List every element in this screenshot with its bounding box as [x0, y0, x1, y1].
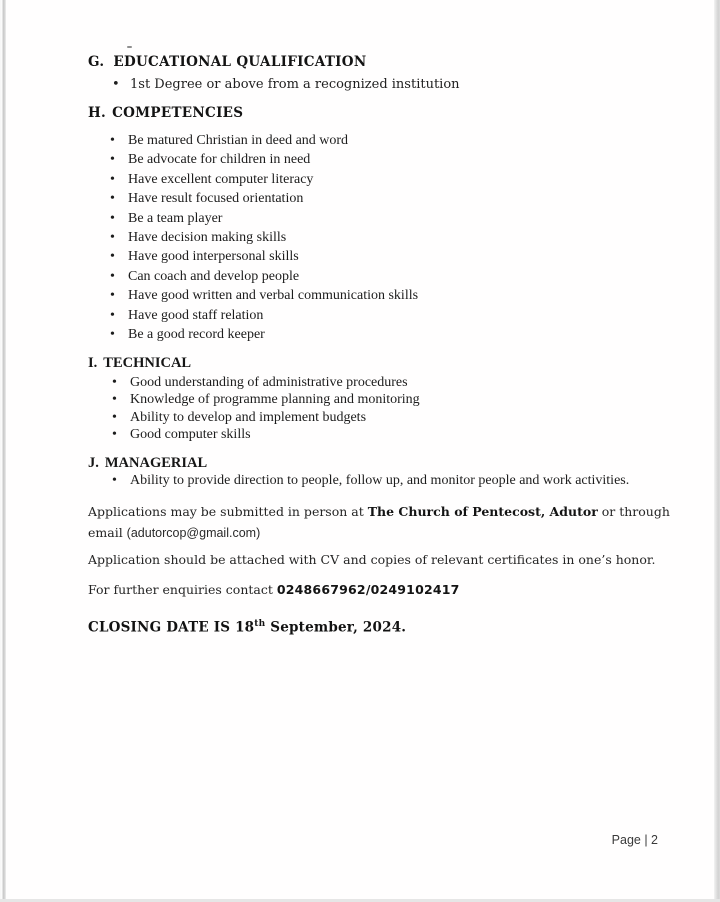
section-i-list [112, 374, 420, 444]
submission-text-suffix: or through [597, 504, 670, 519]
section-i-heading [88, 355, 191, 372]
bullet-item: • Be matured Christian in deed and word [110, 131, 418, 150]
section-h-heading [88, 105, 243, 121]
closing-date-suffix: September, 2024. [265, 619, 407, 636]
submission-text: Applications may be submitted in person at [88, 504, 368, 519]
bullet-item: • Can coach and develop people [110, 267, 418, 286]
bullet-item: • Have decision making skills [110, 228, 418, 247]
section-g-title: EDUCATIONAL QUALIFICATION [113, 54, 367, 70]
page-edge-left [0, 0, 6, 902]
submission-paragraph [88, 501, 670, 544]
bullet-item: • Have good written and verbal communication skills [110, 286, 418, 305]
bullet-item: • Have good interpersonal skills [110, 247, 418, 266]
section-j-title: MANAGERIAL [104, 455, 208, 471]
submission-location: The Church of Pentecost, Adutor [367, 504, 598, 519]
bullet-item: • 1st Degree or above from a recognized institution [112, 77, 460, 92]
attachment-paragraph [88, 549, 655, 570]
bullet-item: • Good understanding of administrative procedures [112, 374, 420, 391]
bullet-item: • Ability to develop and implement budgets [112, 409, 420, 426]
closing-date [88, 619, 406, 636]
page-edge-right [714, 0, 720, 902]
enquiries-paragraph [88, 579, 460, 600]
section-i-letter: I. [88, 355, 98, 371]
stray-mark [127, 46, 132, 48]
attachment-text: Application should be attached with CV and copies of relevant certificates in one’s honor. [88, 552, 656, 567]
bullet-item: • Be a team player [110, 209, 418, 228]
section-g-heading [88, 54, 366, 70]
section-j-heading [88, 455, 207, 472]
section-h-list [110, 131, 418, 344]
bullet-item: • Have result focused orientation [110, 189, 418, 208]
section-g-letter: G. [88, 54, 105, 70]
enquiries-text: For further enquiries contact [88, 582, 277, 597]
bullet-item: • Knowledge of programme planning and monitoring [112, 391, 420, 408]
submission-line-2 [88, 522, 670, 544]
bullet-item: • Good computer skills [112, 426, 420, 443]
submission-line-1 [88, 501, 670, 522]
section-h-title: COMPETENCIES [112, 105, 244, 121]
section-g-list [112, 77, 460, 92]
closing-date-ordinal: th [254, 619, 266, 629]
bullet-item: • Have good staff relation [110, 306, 418, 325]
section-i-title: TECHNICAL [103, 355, 192, 371]
bullet-item: • Be a good record keeper [110, 325, 418, 344]
page-number: Page | 2 [611, 833, 658, 847]
submission-email-label: email [88, 525, 127, 540]
bullet-item: • Ability to provide direction to people, follow up, and monitor people and work activities. [112, 473, 629, 488]
bullet-item: • Have excellent computer literacy [110, 170, 418, 189]
closing-date-text: CLOSING DATE IS 18 [88, 619, 255, 636]
section-j-letter: J. [88, 455, 99, 471]
section-h-letter: H. [88, 105, 107, 121]
enquiries-phone-numbers: 0248667962/0249102417 [276, 582, 460, 597]
bullet-item: • Be advocate for children in need [110, 150, 418, 169]
submission-email: (adutorcop@gmail.com) [126, 526, 261, 540]
section-j-list [112, 473, 629, 488]
